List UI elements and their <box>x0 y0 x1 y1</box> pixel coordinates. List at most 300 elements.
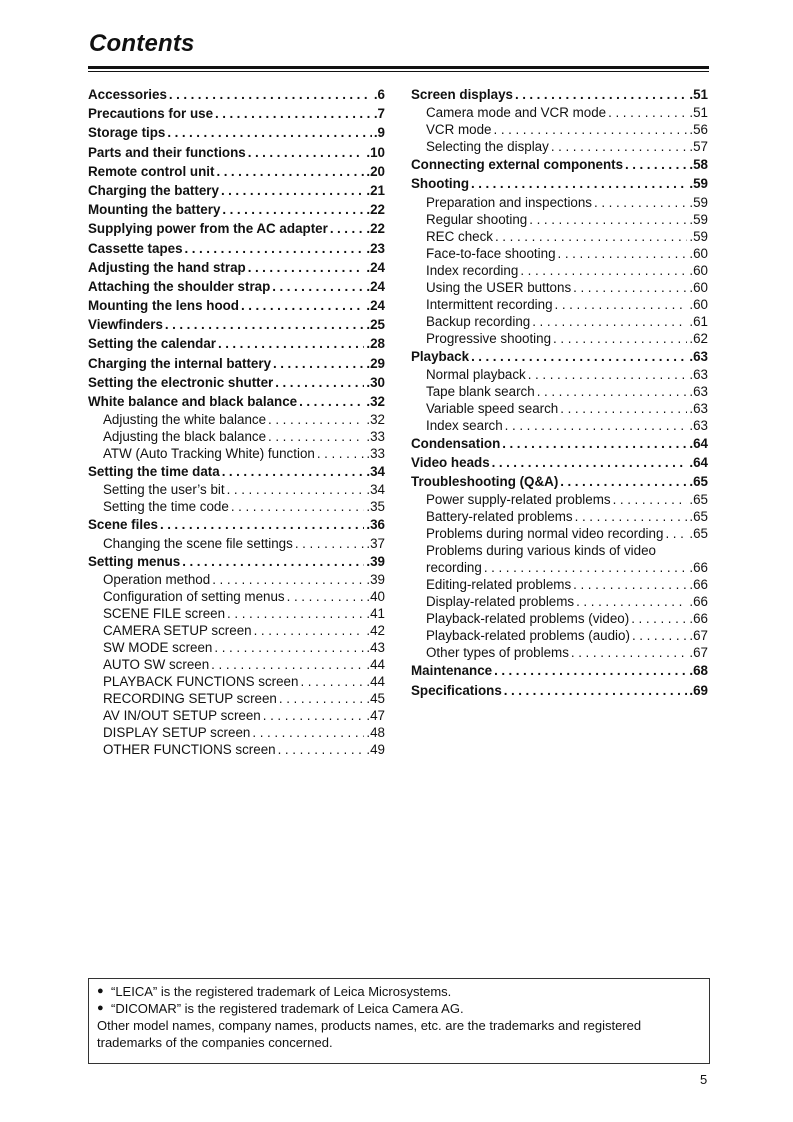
toc-entry-label: Charging the internal battery <box>88 355 272 371</box>
toc-entry-page: .44 <box>366 673 385 689</box>
toc-entry-page: .59 <box>689 194 708 210</box>
toc-leader-dots <box>471 174 687 193</box>
toc-subsection-entry <box>88 498 385 515</box>
toc-entry-page: .32 <box>366 394 385 409</box>
toc-entry-label: Connecting external components <box>411 157 624 173</box>
toc-subsection-entry <box>411 383 708 400</box>
toc-entry-page: .40 <box>366 588 385 604</box>
toc-entry-label: Setting menus <box>88 553 181 569</box>
toc-leader-dots <box>560 472 687 491</box>
toc-entry-page: .63 <box>689 366 708 382</box>
toc-section-entry <box>88 373 385 392</box>
toc-leader-dots <box>165 315 364 334</box>
trademark-notice <box>88 978 710 1064</box>
toc-leader-dots <box>576 593 687 610</box>
toc-leader-dots <box>631 610 687 627</box>
toc-leader-dots <box>555 296 688 313</box>
toc-entry-page: .41 <box>366 605 385 621</box>
toc-entry-page: .29 <box>366 355 385 371</box>
toc-entry-label: Intermittent recording <box>426 296 553 312</box>
toc-entry-label: OTHER FUNCTIONS screen <box>103 741 276 757</box>
toc-subsection-entry <box>411 262 708 279</box>
toc-entry-page: .56 <box>689 122 708 138</box>
toc-entry-page: .33 <box>366 446 385 462</box>
title-rule-thin <box>88 71 709 72</box>
toc-leader-dots <box>275 373 364 392</box>
toc-section-entry <box>88 123 385 142</box>
toc-subsection-entry <box>411 104 708 121</box>
toc-entry-label: Face-to-face shooting <box>426 245 556 261</box>
toc-entry-page: .58 <box>689 157 708 173</box>
toc-entry-page: .61 <box>689 313 708 329</box>
toc-subsection-entry <box>411 491 708 508</box>
toc-entry-page: .60 <box>689 279 708 295</box>
toc-entry-label: Other types of problems <box>426 645 569 661</box>
toc-entry-label: Selecting the display <box>426 139 549 155</box>
toc-entry-page: .6 <box>373 87 385 102</box>
toc-leader-dots <box>214 639 364 656</box>
toc-entry-page: .49 <box>366 741 385 757</box>
toc-leader-dots <box>227 481 365 498</box>
toc-leader-dots <box>504 681 688 700</box>
toc-section-entry <box>88 104 385 123</box>
toc-entry-label: Camera mode and VCR mode <box>426 105 607 121</box>
toc-leader-dots <box>299 392 364 411</box>
toc-entry-label: Condensation <box>411 435 501 451</box>
toc-entry-label: Remote control unit <box>88 163 215 179</box>
toc-entry-page: .65 <box>689 526 708 542</box>
toc-leader-dots <box>252 724 364 741</box>
toc-entry-label: Preparation and inspections <box>426 194 593 210</box>
toc-leader-dots <box>560 400 687 417</box>
toc-leader-dots <box>575 508 688 525</box>
toc-entry-label: Adjusting the white balance <box>103 412 267 428</box>
toc-entry-label: Configuration of setting menus <box>103 588 285 604</box>
toc-entry-label: White balance and black balance <box>88 394 298 409</box>
toc-leader-dots <box>529 211 687 228</box>
toc-leader-dots <box>218 334 364 353</box>
toc-subsection-entry <box>88 445 385 462</box>
toc-section-entry <box>88 315 385 334</box>
toc-leader-dots <box>215 104 372 123</box>
toc-entry-page: .24 <box>366 298 385 314</box>
toc-entry-page: .63 <box>689 383 708 399</box>
toc-leader-dots <box>494 121 688 138</box>
toc-entry-page: .39 <box>366 571 385 587</box>
toc-section-entry <box>88 219 385 238</box>
toc-entry-label: AUTO SW screen <box>103 656 210 672</box>
toc-entry-label: CAMERA SETUP screen <box>103 622 252 638</box>
toc-leader-dots <box>594 194 687 211</box>
toc-subsection-entry <box>88 656 385 673</box>
toc-entry-page: .37 <box>366 535 385 551</box>
toc-subsection-entry <box>411 576 708 593</box>
toc-subsection-entry <box>88 639 385 656</box>
toc-leader-dots <box>211 656 364 673</box>
toc-leader-dots <box>160 515 364 534</box>
toc-leader-dots <box>558 245 688 262</box>
toc-entry-label: PLAYBACK FUNCTIONS screen <box>103 673 299 689</box>
toc-subsection-entry <box>88 411 385 428</box>
toc-entry-page: .44 <box>366 656 385 672</box>
toc-subsection-entry <box>88 707 385 724</box>
toc-entry-label: Backup recording <box>426 313 531 329</box>
toc-entry-page: .24 <box>366 259 385 275</box>
toc-section-entry <box>88 258 385 277</box>
toc-leader-dots <box>317 445 365 462</box>
toc-entry-page: .64 <box>689 435 708 451</box>
toc-subsection-entry <box>88 481 385 498</box>
toc-subsection-entry <box>411 627 708 644</box>
notice-bullet-text: “LEICA” is the registered trademark of Leica Microsystems. <box>111 984 452 999</box>
toc-leader-dots <box>185 239 365 258</box>
toc-entry-label: Accessories <box>88 87 167 102</box>
toc-section-entry <box>88 239 385 258</box>
toc-entry-page: .66 <box>689 560 708 576</box>
toc-entry-label: RECORDING SETUP screen <box>103 690 277 706</box>
toc-entry-label: REC check <box>426 228 493 244</box>
toc-entry-label: Display-related problems <box>426 594 575 610</box>
toc-entry-label: Precautions for use <box>88 106 214 122</box>
toc-entry-page: .57 <box>689 139 708 155</box>
toc-section-entry <box>411 155 708 174</box>
toc-entry-label: Variable speed search <box>426 400 559 416</box>
toc-leader-dots <box>625 155 687 174</box>
toc-leader-dots <box>505 417 688 434</box>
toc-leader-dots <box>216 162 364 181</box>
toc-entry-label: Specifications <box>411 682 502 698</box>
toc-leader-dots <box>241 296 364 315</box>
toc-subsection-entry <box>88 605 385 622</box>
toc-entry-label: Index recording <box>426 262 519 278</box>
notice-text: Other model names, company names, products names, etc. are the trademarks and registered trademarks of the companies concerned. <box>97 1018 642 1050</box>
toc-entry-label: SW MODE screen <box>103 639 213 655</box>
toc-subsection-entry <box>411 508 708 525</box>
bullet-icon: ● <box>97 1002 104 1014</box>
toc-leader-dots <box>212 571 364 588</box>
toc-entry-label: Adjusting the black balance <box>103 429 267 445</box>
toc-entry-page: .60 <box>689 296 708 312</box>
toc-entry-page: .60 <box>689 262 708 278</box>
toc-entry-page: .24 <box>366 278 385 294</box>
toc-entry-page: .20 <box>366 163 385 179</box>
toc-leader-dots <box>222 462 365 481</box>
toc-entry-label: Regular shooting <box>426 211 528 227</box>
toc-entry-label: Problems during various kinds of video <box>426 543 656 559</box>
toc-entry-page: .21 <box>366 182 385 198</box>
toc-leader-dots <box>665 525 687 542</box>
toc-entry-page: .22 <box>366 221 385 237</box>
toc-entry-label: Changing the scene file settings <box>103 535 293 551</box>
toc-subsection-entry <box>411 330 708 347</box>
toc-leader-dots <box>532 313 687 330</box>
toc-leader-dots <box>167 123 371 142</box>
toc-entry-label: Mounting the battery <box>88 202 221 218</box>
toc-entry-page: .66 <box>689 611 708 627</box>
toc-entry-page: .67 <box>689 628 708 644</box>
toc-entry-page: .34 <box>366 464 385 480</box>
toc-subsection-entry <box>88 588 385 605</box>
toc-subsection-entry <box>411 138 708 155</box>
toc-entry-label: Power supply-related problems <box>426 492 611 508</box>
toc-entry-label: Playback <box>411 348 470 364</box>
toc-subsection-entry <box>411 525 708 542</box>
toc-entry-label: Using the USER buttons <box>426 279 572 295</box>
notice-bullet-text: “DICOMAR” is the registered trademark of Leica Camera AG. <box>111 1001 464 1016</box>
toc-entry-label: Setting the time code <box>103 499 229 515</box>
toc-leader-dots <box>613 491 688 508</box>
toc-entry-page: .65 <box>689 492 708 508</box>
toc-entry-label: Setting the user’s bit <box>103 482 225 498</box>
toc-entry-label: AV IN/OUT SETUP screen <box>103 707 261 723</box>
toc-entry-label: Storage tips <box>88 125 166 141</box>
toc-entry-page: .30 <box>366 374 385 390</box>
toc-section-entry <box>88 296 385 315</box>
toc-entry-label: Troubleshooting (Q&A) <box>411 474 559 490</box>
toc-subsection-entry <box>88 673 385 690</box>
toc-entry-label: SCENE FILE screen <box>103 605 226 621</box>
toc-entry-label: Operation method <box>103 571 211 587</box>
toc-entry-page: .64 <box>689 454 708 470</box>
toc-entry-label: Mounting the lens hood <box>88 298 239 314</box>
toc-subsection-entry <box>88 535 385 552</box>
toc-section-entry <box>88 277 385 296</box>
toc-entry-label: Normal playback <box>426 366 526 382</box>
toc-entry-label: Maintenance <box>411 663 493 679</box>
toc-entry-page: .42 <box>366 622 385 638</box>
toc-entry-label: Supplying power from the AC adapter <box>88 221 328 237</box>
toc-leader-dots <box>254 622 365 639</box>
toc-right-column <box>411 85 708 700</box>
toc-leader-dots <box>227 605 364 622</box>
toc-leader-dots <box>528 366 688 383</box>
toc-subsection-entry <box>411 279 708 296</box>
toc-entry-label: Setting the time data <box>88 464 220 480</box>
toc-entry-page: .59 <box>689 176 708 192</box>
toc-leader-dots <box>268 411 364 428</box>
toc-entry-page: .28 <box>366 336 385 352</box>
toc-entry-page: .65 <box>689 474 708 490</box>
toc-entry-page: .66 <box>689 594 708 610</box>
toc-subsection-entry <box>411 593 708 610</box>
toc-leader-dots <box>484 559 688 576</box>
toc-section-entry <box>88 85 385 104</box>
toc-entry-label: Screen displays <box>411 87 513 102</box>
toc-leader-dots <box>221 181 364 200</box>
notice-bullet-line <box>97 1000 701 1017</box>
toc-entry-label: Setting the calendar <box>88 336 216 352</box>
toc-entry-page: .22 <box>366 202 385 218</box>
toc-entry-page: .51 <box>689 105 708 121</box>
toc-subsection-entry <box>411 610 708 627</box>
toc-entry-page: .32 <box>366 412 385 428</box>
toc-section-entry <box>88 162 385 181</box>
toc-entry-page: .7 <box>373 106 385 122</box>
toc-leader-dots <box>573 576 687 593</box>
toc-leader-dots <box>573 279 687 296</box>
toc-leader-dots <box>571 644 687 661</box>
toc-entry-label: Playback-related problems (video) <box>426 611 630 627</box>
toc-entry-page: .65 <box>689 509 708 525</box>
toc-subsection-entry <box>88 741 385 758</box>
toc-entry-page: .51 <box>689 87 708 102</box>
toc-entry-label: Tape blank search <box>426 383 535 399</box>
toc-entry-label: Battery-related problems <box>426 509 573 525</box>
toc-entry-page: .66 <box>689 577 708 593</box>
toc-entry-page: .25 <box>366 317 385 333</box>
toc-subsection-entry <box>411 194 708 211</box>
toc-leader-dots <box>231 498 365 515</box>
toc-entry-page: .63 <box>689 400 708 416</box>
toc-leader-dots <box>248 258 365 277</box>
toc-section-entry <box>88 462 385 481</box>
bullet-icon: ● <box>97 985 104 997</box>
toc-entry-page: .43 <box>366 639 385 655</box>
toc-subsection-entry <box>411 296 708 313</box>
toc-subsection-entry <box>411 400 708 417</box>
toc-leader-dots <box>263 707 365 724</box>
toc-section-entry <box>88 181 385 200</box>
toc-entry-page: .48 <box>366 724 385 740</box>
toc-entry-label: recording <box>426 560 482 576</box>
page-title: Contents <box>89 30 195 57</box>
toc-leader-dots <box>471 347 687 366</box>
toc-section-entry <box>411 453 708 472</box>
toc-entry-page: .9 <box>373 125 385 141</box>
toc-entry-label: VCR mode <box>426 122 492 138</box>
toc-leader-dots <box>520 262 687 279</box>
toc-entry-page: .45 <box>366 690 385 706</box>
toc-entry-page: .68 <box>689 663 708 679</box>
toc-entry-page: .33 <box>366 429 385 445</box>
toc-subsection-entry <box>411 542 708 559</box>
toc-subsection-entry <box>88 622 385 639</box>
toc-entry-page: .59 <box>689 228 708 244</box>
toc-entry-page: .62 <box>689 330 708 346</box>
toc-section-entry <box>411 434 708 453</box>
toc-subsection-entry <box>411 211 708 228</box>
toc-entry-label: Charging the battery <box>88 182 219 198</box>
toc-leader-dots <box>295 535 365 552</box>
toc-leader-dots <box>608 104 687 121</box>
toc-left-column <box>88 85 385 758</box>
toc-leader-dots <box>279 690 365 707</box>
toc-entry-label: Adjusting the hand strap <box>88 259 246 275</box>
toc-section-entry <box>88 515 385 534</box>
toc-leader-dots <box>182 552 364 571</box>
toc-entry-page: .67 <box>689 645 708 661</box>
title-rule-thick <box>88 66 709 69</box>
toc-leader-dots <box>300 673 364 690</box>
toc-subsection-entry <box>88 690 385 707</box>
toc-entry-page: .63 <box>689 348 708 364</box>
toc-entry-page: .69 <box>689 682 708 698</box>
toc-entry-label: Scene files <box>88 517 158 533</box>
toc-leader-dots <box>495 228 687 245</box>
toc-section-entry <box>88 392 385 411</box>
toc-entry-label: ATW (Auto Tracking White) function <box>103 446 315 462</box>
toc-subsection-entry <box>411 245 708 262</box>
toc-leader-dots <box>551 138 688 155</box>
toc-entry-page: .63 <box>689 417 708 433</box>
toc-entry-page: .34 <box>366 482 385 498</box>
toc-entry-label: Parts and their functions <box>88 144 246 160</box>
toc-section-entry <box>411 85 708 104</box>
toc-subsection-entry <box>411 417 708 434</box>
toc-leader-dots <box>632 627 687 644</box>
toc-section-entry <box>411 472 708 491</box>
toc-subsection-entry <box>411 559 708 576</box>
toc-leader-dots <box>502 434 687 453</box>
toc-section-entry <box>88 143 385 162</box>
toc-section-entry <box>88 200 385 219</box>
page-number: 5 <box>700 1072 708 1087</box>
toc-entry-page: .10 <box>366 144 385 160</box>
toc-section-entry <box>411 174 708 193</box>
toc-leader-dots <box>553 330 687 347</box>
toc-entry-page: .23 <box>366 240 385 256</box>
toc-section-entry <box>411 661 708 680</box>
toc-entry-label: Playback-related problems (audio) <box>426 628 630 644</box>
toc-entry-label: Cassette tapes <box>88 240 183 256</box>
toc-entry-page: .35 <box>366 499 385 515</box>
toc-entry-label: Progressive shooting <box>426 330 552 346</box>
toc-leader-dots <box>330 219 365 238</box>
toc-subsection-entry <box>411 313 708 330</box>
toc-leader-dots <box>287 588 365 605</box>
toc-subsection-entry <box>88 428 385 445</box>
toc-subsection-entry <box>411 121 708 138</box>
toc-section-entry <box>88 334 385 353</box>
toc-leader-dots <box>273 354 364 373</box>
toc-leader-dots <box>222 200 364 219</box>
toc-subsection-entry <box>88 571 385 588</box>
toc-subsection-entry <box>411 644 708 661</box>
toc-section-entry <box>411 681 708 700</box>
toc-section-entry <box>411 347 708 366</box>
toc-section-entry <box>88 354 385 373</box>
toc-entry-page: .47 <box>366 707 385 723</box>
toc-entry-label: Index search <box>426 417 503 433</box>
toc-entry-label: DISPLAY SETUP screen <box>103 724 251 740</box>
toc-entry-page: .36 <box>366 517 385 533</box>
toc-leader-dots <box>515 85 687 104</box>
toc-entry-label: Setting the electronic shutter <box>88 374 274 390</box>
toc-entry-label: Video heads <box>411 454 490 470</box>
toc-entry-label: Editing-related problems <box>426 577 572 593</box>
toc-section-entry <box>88 552 385 571</box>
toc-leader-dots <box>169 85 372 104</box>
toc-leader-dots <box>494 661 687 680</box>
toc-entry-label: Shooting <box>411 176 470 192</box>
toc-leader-dots <box>272 277 364 296</box>
toc-entry-label: Viewfinders <box>88 317 163 333</box>
toc-entry-page: .39 <box>366 553 385 569</box>
notice-bullet-line <box>97 983 701 1000</box>
toc-entry-label: Attaching the shoulder strap <box>88 278 271 294</box>
toc-leader-dots <box>278 741 365 758</box>
toc-leader-dots <box>492 453 688 472</box>
toc-entry-page: .60 <box>689 245 708 261</box>
toc-leader-dots <box>537 383 688 400</box>
toc-entry-page: .59 <box>689 211 708 227</box>
toc-subsection-entry <box>411 366 708 383</box>
toc-leader-dots <box>268 428 364 445</box>
toc-subsection-entry <box>411 228 708 245</box>
toc-entry-label: Problems during normal video recording <box>426 526 664 542</box>
toc-subsection-entry <box>88 724 385 741</box>
toc-leader-dots <box>248 143 365 162</box>
